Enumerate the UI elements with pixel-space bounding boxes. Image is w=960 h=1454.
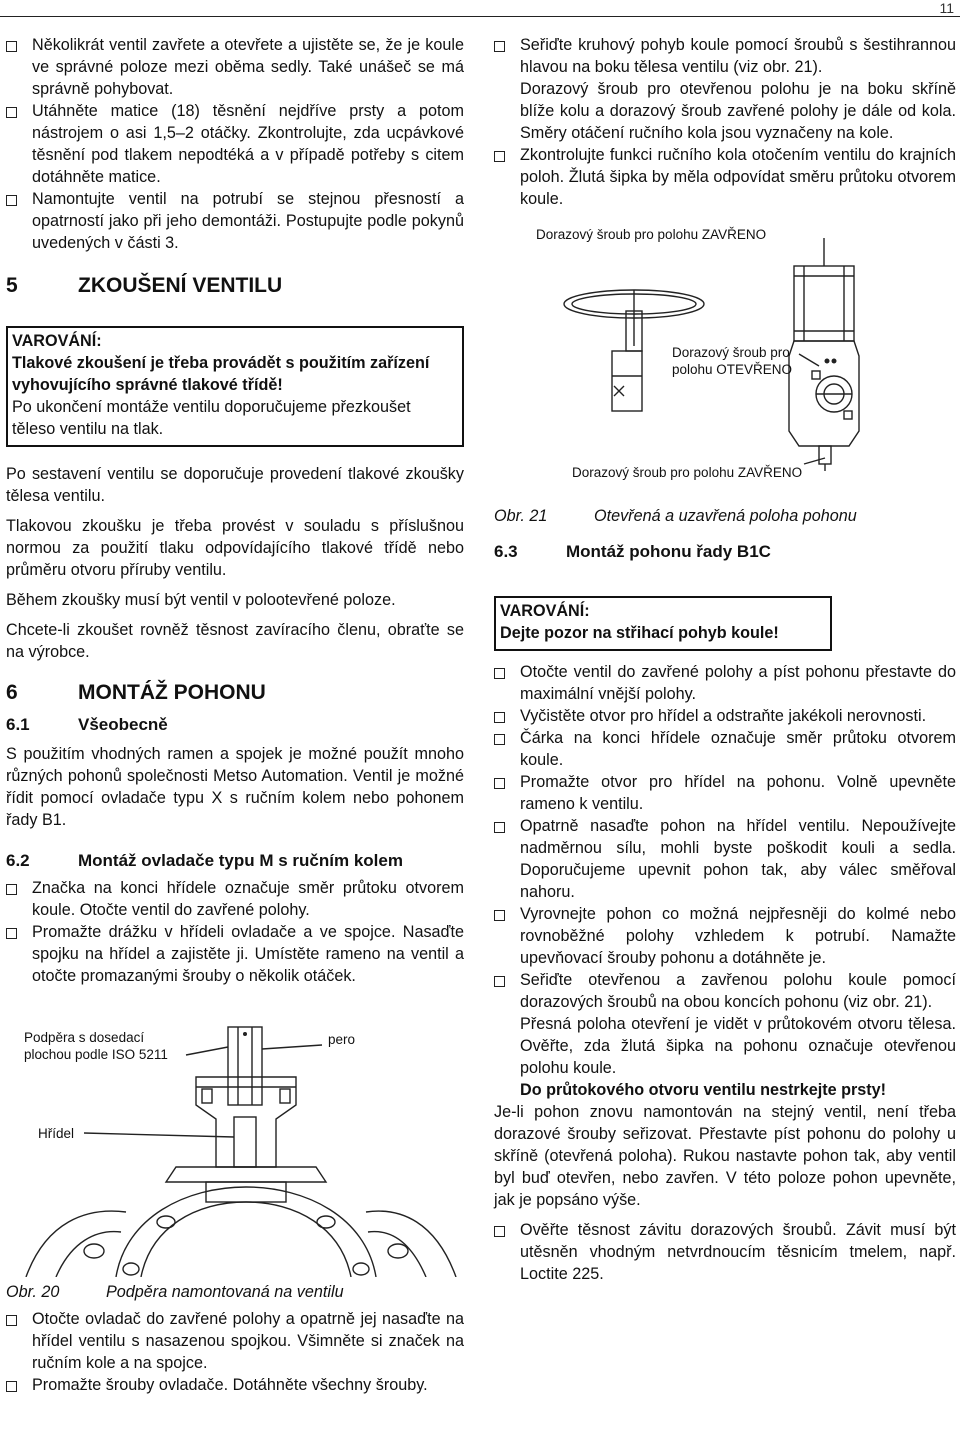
figure-21 xyxy=(494,226,956,501)
section-number: 6.1 xyxy=(6,715,30,734)
warning-box xyxy=(494,596,832,651)
list-item: Opatrně nasaďte pohon na hřídel ventilu. Nepoužívejte nadměrnou sílu, mohli byste poškodit kouli a sedla. Doporučujeme upevnit pohon tak, aby válec směřoval nahoru. xyxy=(494,815,956,903)
label-shaft: Hřídel xyxy=(38,1126,75,1141)
warning-text: Po ukončení montáže ventilu doporučujeme přezkoušet těleso ventilu na tlak. xyxy=(12,398,411,438)
list-item-bold-note: Do průtokového otvoru ventilu nestrkejte prsty! xyxy=(520,1081,887,1099)
list-item: Otočte ovladač do zavřené polohy a opatrně jej nasaďte na hřídel ventilu s nasazenou spojkou. Všimněte si značek na ručním kole a na spojce. xyxy=(6,1308,464,1374)
section-title: Montáž pohonu řady B1C xyxy=(566,542,771,561)
section-title: Montáž ovladače typu M s ručním kolem xyxy=(78,851,403,870)
paragraph: S použitím vhodných ramen a spojek je možné použít mnoho různých pohonů společnosti Metso Automation. Ventil je možné řídit pomocí ovladače typu X s ručním kolem nebo pohonem řady B1. xyxy=(6,745,464,829)
list-item: Namontujte ventil na potrubí se stejnou přesností a opatrností jako při jeho demontáži. Postupujte podle pokynů uvedených v části 3. xyxy=(6,188,464,254)
list-item-continuation: Dorazový šroub pro otevřenou polohu je na boku skříně blíže kolu a dorazový šroub zavřené polohy je dále od kola. Směry otáčení ručního kola jsou vyznačeny na kole. xyxy=(520,80,956,142)
paragraph: Během zkoušky musí být ventil v polootevřené poloze. xyxy=(6,591,396,609)
section-number: 6.2 xyxy=(6,851,30,870)
list-item: Promažte drážku v hřídeli ovladače a ve spojce. Nasaďte spojku na hřídel a zajistěte ji. Umístěte rameno na ventil a otočte promazanými šrouby o několik otáček. xyxy=(6,921,464,987)
paragraph: Tlakovou zkoušku je třeba provést v souladu s příslušnou normou za použití tlaku odpovídajícího tlakové třídě nebo průměru otvoru příruby ventilu. xyxy=(6,517,464,579)
warning-bold-text: Dejte pozor na střihací pohyb koule! xyxy=(500,624,779,642)
paragraph: Po sestavení ventilu se doporučuje provedení tlakové zkoušky tělesa ventilu. xyxy=(6,465,464,505)
header-rule xyxy=(0,16,960,17)
list-item: Vyčistěte otvor pro hřídel a odstraňte jakékoli nerovnosti. xyxy=(494,705,956,727)
list-item: Promažte šrouby ovladače. Dotáhněte všechny šrouby. xyxy=(6,1374,464,1396)
warning-box xyxy=(6,326,464,447)
section-number: 6 xyxy=(6,681,18,704)
figure-caption-text: Podpěra namontovaná na ventilu xyxy=(106,1283,344,1301)
list-item: Seřiďte otevřenou a zavřenou polohu koule pomocí dorazových šroubů na obou koncích pohonu (viz obr. 21). xyxy=(494,969,956,1013)
paragraph: Je-li pohon znovu namontován na stejný ventil, není třeba dorazové šrouby seřizovat. Přestavte píst pohonu do polohy u skříně (otevřená poloha). Rukou nastavte pohon tak, aby ventil byl buď otevřen, nebo zavřen. V této poloze pohon upevněte, jak je popsáno výše. xyxy=(494,1103,956,1209)
section-title: ZKOUŠENÍ VENTILU xyxy=(78,274,283,297)
figure-21-caption xyxy=(494,507,956,526)
warning-label: VAROVÁNÍ: xyxy=(12,332,102,350)
section-number: 6.3 xyxy=(494,542,518,561)
list-item: Značka na konci hřídele označuje směr průtoku otvorem koule. Otočte ventil do zavřené polohy. xyxy=(6,877,464,921)
figure-number: Obr. 20 xyxy=(6,1283,60,1301)
label-support: Podpěra s dosedací plochou podle ISO 5211 xyxy=(24,1030,168,1062)
figure-20-caption xyxy=(6,1283,464,1302)
right-column xyxy=(494,34,956,1285)
warning-label: VAROVÁNÍ: xyxy=(500,602,590,620)
figure-caption-text: Otevřená a uzavřená poloha pohonu xyxy=(594,507,857,525)
section-title: Všeobecně xyxy=(78,715,168,734)
page-number: 11 xyxy=(939,0,954,16)
list-item: Vyrovnejte pohon co možná nejpřesněji do kolmé nebo rovnoběžné polohy vzhledem k potrubí. Namažte upevňovací šrouby pohonu a dotáhněte je. xyxy=(494,903,956,969)
figure-20 xyxy=(6,1007,464,1277)
paragraph: Chcete-li zkoušet rovněž těsnost zavíracího členu, obraťte se na výrobce. xyxy=(6,621,464,661)
list-item: Zkontrolujte funkci ručního kola otočením ventilu do krajních poloh. Žlutá šipka by měla odpovídat směru průtoku otvorem koule. xyxy=(494,144,956,210)
warning-bold-text: Tlakové zkoušení je třeba provádět s použitím zařízení vyhovujícího správné tlakové třídě! xyxy=(12,354,430,394)
list-item: Utáhněte matice (18) těsnění nejdříve prsty a potom nástrojem o asi 1,5–2 otáčky. Zkontrolujte, zda ucpávkové těsnění pod tlakem nepodtéká a v případě potřeby s citem dotáhněte matice. xyxy=(6,100,464,188)
figure-number: Obr. 21 xyxy=(494,507,548,525)
list-item: Otočte ventil do zavřené polohy a píst pohonu přestavte do maximální vnější polohy. xyxy=(494,661,956,705)
section-6-2-heading xyxy=(6,851,464,871)
section-number: 5 xyxy=(6,274,18,297)
section-title: MONTÁŽ POHONU xyxy=(78,681,266,704)
label-key: pero xyxy=(328,1032,356,1047)
section-6-1-heading xyxy=(6,715,464,735)
list-item: Ověřte těsnost závitu dorazových šroubů. Závit musí být utěsněn vhodným netvrdnoucím těsnicím tmelem, např. Loctite 225. xyxy=(494,1219,956,1285)
section-5-heading xyxy=(6,274,464,298)
label-stop-closed-top: Dorazový šroub pro polohu ZAVŘENO xyxy=(536,227,767,242)
section-6-3-heading xyxy=(494,542,956,562)
section-6-heading xyxy=(6,681,464,705)
list-item-continuation: Přesná poloha otevření je vidět v průtokovém otvoru tělesa. Ověřte, zda žlutá šipka na pohonu označuje otevřenou polohu koule. xyxy=(520,1015,956,1077)
left-column xyxy=(6,34,464,1396)
list-item: Čárka na konci hřídele označuje směr průtoku otvorem koule. xyxy=(494,727,956,771)
list-item: Seřiďte kruhový pohyb koule pomocí šroubů s šestihrannou hlavou na boku tělesa ventilu (viz obr. 21). xyxy=(494,34,956,78)
list-item: Promažte otvor pro hřídel na pohonu. Volně upevněte rameno k ventilu. xyxy=(494,771,956,815)
label-stop-closed-bottom: Dorazový šroub pro polohu ZAVŘENO xyxy=(572,465,803,480)
list-item: Několikrát ventil zavřete a otevřete a ujistěte se, že je koule ve správné poloze mezi oběma sedly. Také unášeč se má správně pohybovat. xyxy=(6,34,464,100)
label-stop-open: Dorazový šroub pro polohu OTEVŘENO xyxy=(672,345,793,377)
